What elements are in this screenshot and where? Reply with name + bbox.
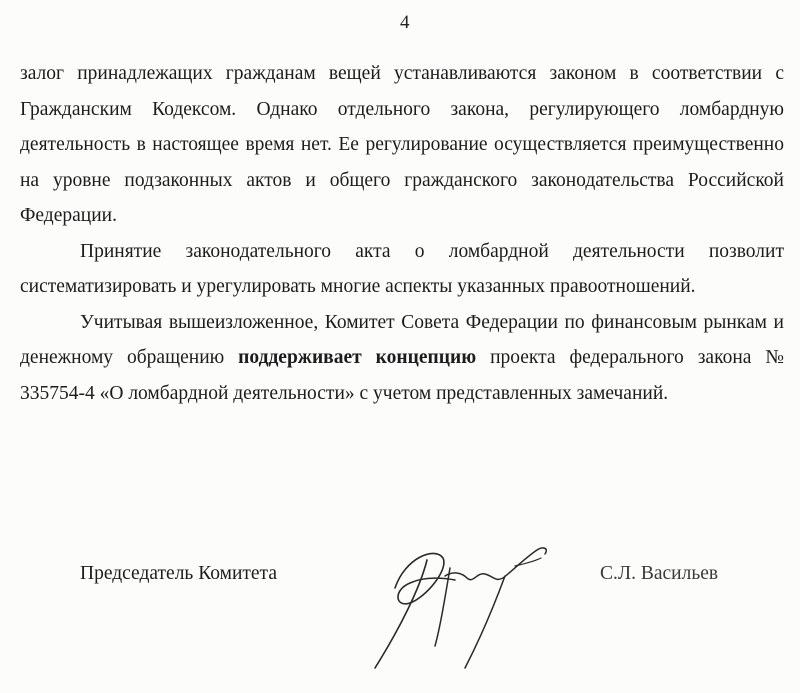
handwritten-signature [365,528,565,678]
paragraph-conclusion [20,305,784,412]
conclusion-text-start: Учитывая вышеизложенное, Комитет Совета Федерации по финансовым рынкам и денежному обращению [20,311,784,368]
page-number: 4 [400,12,410,33]
signer-title: Председатель Комитета [80,563,277,584]
paragraph-continuation: залог принадлежащих гражданам вещей устанавливаются законом в соответствии с Гражданским Кодексом. Однако отдельного закона, регулирующего ломбардную деятельность в настоящее время нет. Ее регулирование осуществляется преимущественно на уровне подзаконных актов и общего гражданского законодательства Российской Федерации. [20,63,784,226]
signer-name: С.Л. Васильев [600,563,719,584]
support-concept-phrase: поддерживает концепцию [238,347,477,368]
paragraph-adoption: Принятие законодательного акта о ломбардной деятельности позволит систематизировать и урегулировать многие аспекты указанных правоотношений. [20,240,784,297]
conclusion-text-end: проекта федерального закона № 335754-4 «О ломбардной деятельности» с учетом представленных замечаний. [20,347,784,404]
letter-body [20,56,784,411]
